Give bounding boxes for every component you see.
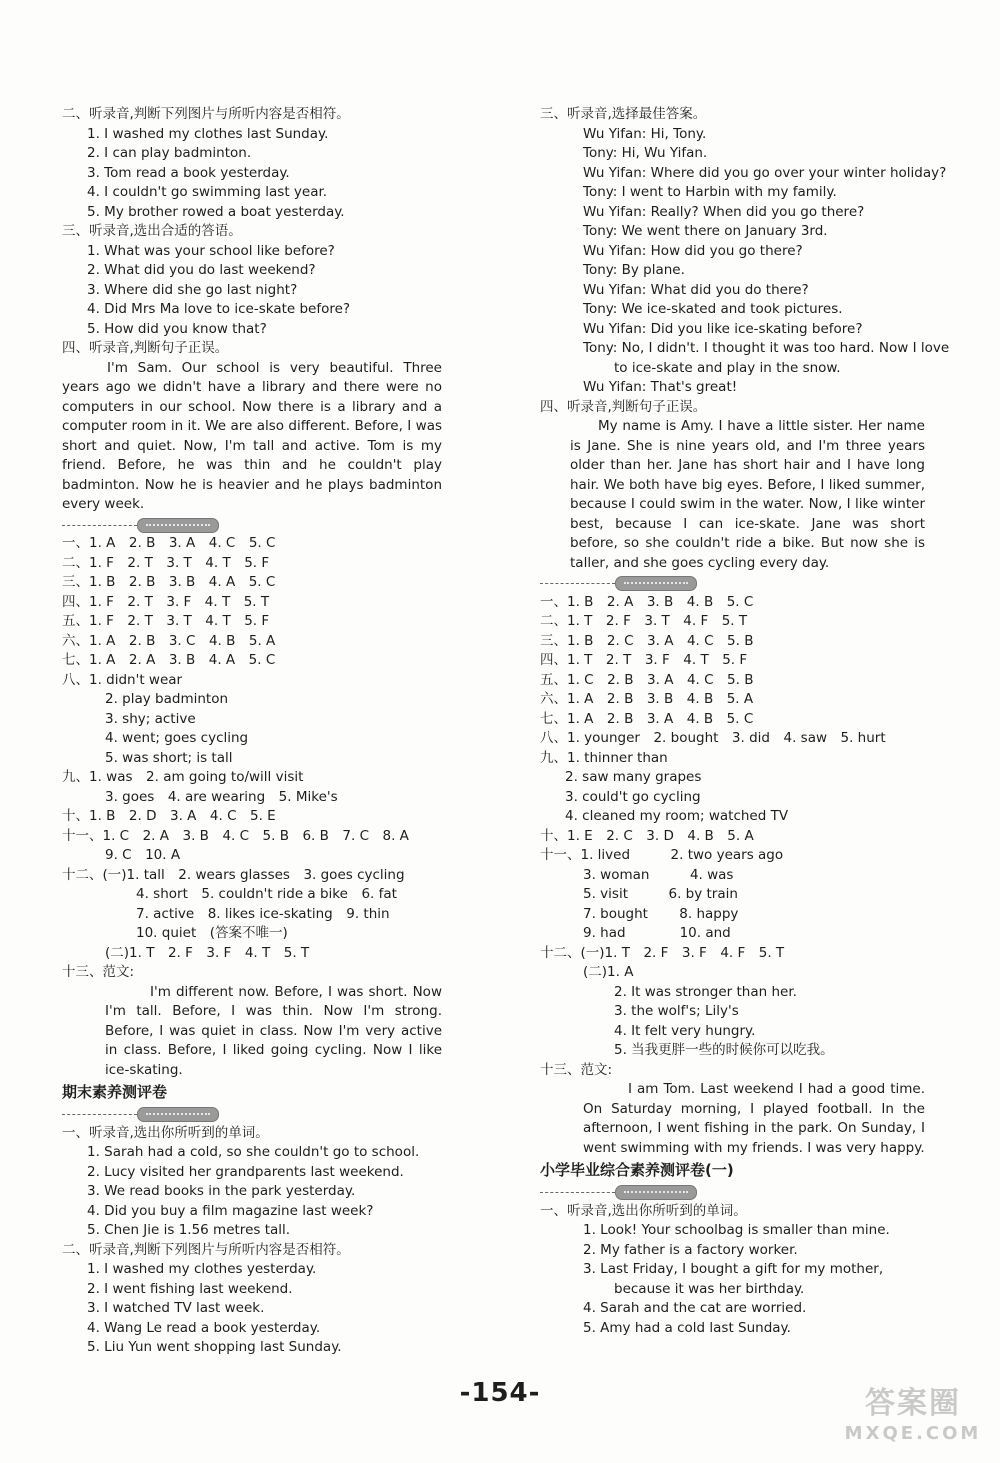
text-line: Tony: We ice-skated and took pictures. (583, 301, 843, 317)
text-line: 1. What was your school like before? (87, 242, 335, 259)
divider-rule (62, 525, 137, 526)
text-line: to ice-skate and play in the snow. (614, 359, 841, 376)
text-line: because it was her birthday. (614, 1280, 805, 1297)
answer-key-badge (615, 576, 697, 591)
text-line: 5. visit 6. by train (583, 886, 738, 902)
listening-passage: I'm Sam. Our school is very beautiful. Three years ago we didn't have a library and there were no computers in our school. Now there is a library and a computer room in it. We are also different. Before, I was short and quiet. Now, I'm tall and active. Tom is my friend. Before, he was thin and he couldn't play badminton. Now he is heavier and he plays badminton every week. (62, 359, 442, 512)
text-line: 3. goes 4. are wearing 5. Mike's (105, 788, 338, 805)
text-line: 5. Liu Yun went shopping last Sunday. (87, 1339, 342, 1355)
question-heading: 十二、(一)1. T 2. F 3. F 4. F 5. T (540, 944, 785, 961)
text-line: 3. Where did she go last night? (87, 281, 298, 298)
text-line: Wu Yifan: Where did you go over your winter holiday? (583, 164, 947, 181)
text-line: 5. My brother rowed a boat yesterday. (87, 203, 345, 220)
text-line: 2. It was stronger than her. (614, 983, 797, 1000)
question-heading: 八、1. didn't wear (62, 671, 183, 688)
text-line: Wu Yifan: How did you go there? (583, 242, 803, 259)
question-heading: 四、听录音,判断句子正误。 (540, 398, 707, 415)
answer-key-badge (137, 1107, 219, 1122)
text-line: Tony: Hi, Wu Yifan. (583, 145, 708, 161)
question-heading: 一、听录音,选出你所听到的单词。 (62, 1124, 269, 1141)
question-heading: 四、听录音,判断句子正误。 (62, 340, 229, 356)
text-line: 4. Sarah and the cat are worried. (583, 1300, 807, 1316)
question-heading: 三、1. B 2. B 3. B 4. A 5. C (62, 574, 276, 590)
question-heading: 九、1. was 2. am going to/will visit (62, 769, 304, 785)
question-heading: 十三、范文: (540, 1061, 613, 1078)
answer-key-badge (137, 518, 219, 533)
text-line: 3. shy; active (105, 710, 196, 727)
text-line: 2. I can play badminton. (87, 145, 252, 161)
left-column (62, 105, 442, 1358)
text-line: 3. Last Friday, I bought a gift for my mother, (583, 1261, 884, 1277)
question-heading: 四、1. T 2. T 3. F 4. T 5. F (540, 652, 748, 668)
question-heading: 七、1. A 2. B 3. A 4. B 5. C (540, 710, 754, 727)
watermark-text: 答案圈 (865, 1386, 961, 1421)
text-line: 7. bought 8. happy (583, 905, 739, 922)
section-divider (540, 1182, 925, 1202)
text-line: 4. cleaned my room; watched TV (565, 808, 789, 824)
section-title: 期末素养测评卷 (62, 1083, 168, 1101)
text-line: 5. Amy had a cold last Sunday. (583, 1319, 791, 1336)
question-heading: 七、1. A 2. A 3. B 4. A 5. C (62, 652, 276, 668)
text-line: Wu Yifan: Really? When did you go there? (583, 203, 865, 220)
question-heading: 六、1. A 2. B 3. B 4. B 5. A (540, 691, 754, 707)
question-heading: 十一、1. C 2. A 3. B 4. C 5. B 6. B 7. C 8. A (62, 827, 409, 844)
text-line: 3. We read books in the park yesterday. (87, 1183, 356, 1199)
section-divider (62, 1104, 442, 1124)
question-heading: 三、听录音,选出合适的答语。 (62, 223, 242, 239)
text-line: 7. active 8. likes ice-skating 9. thin (136, 905, 390, 922)
question-heading: 五、1. C 2. B 3. A 4. C 5. B (540, 671, 754, 688)
watermark-logo (838, 1385, 988, 1455)
text-line: 2. What did you do last weekend? (87, 262, 316, 278)
question-heading: 四、1. F 2. T 3. F 4. T 5. T (62, 593, 270, 610)
text-line: 1. I washed my clothes yesterday. (87, 1261, 317, 1277)
question-heading: 二、1. F 2. T 3. T 4. T 5. F (62, 554, 270, 571)
question-heading: 十、1. E 2. C 3. D 4. B 5. A (540, 827, 754, 844)
text-line: 1. Sarah had a cold, so she couldn't go to school. (87, 1144, 420, 1160)
question-heading: 八、1. younger 2. bought 3. did 4. saw 5. hurt (540, 730, 886, 746)
text-line: 3. the wolf's; Lily's (614, 1003, 739, 1019)
section-divider (540, 573, 925, 593)
text-line: Tony: We went there on January 3rd. (583, 223, 828, 239)
question-heading: 二、听录音,判断下列图片与所听内容是否相符。 (62, 1241, 350, 1258)
text-line: Wu Yifan: That's great! (583, 379, 738, 395)
text-line: 4. short 5. couldn't ride a bike 6. fat (136, 886, 397, 902)
question-heading: 三、听录音,选择最佳答案。 (540, 106, 707, 122)
text-line: 4. Did you buy a film magazine last week? (87, 1202, 374, 1219)
question-heading: 十、1. B 2. D 3. A 4. C 5. E (62, 808, 276, 824)
text-line: 4. Did Mrs Ma love to ice-skate before? (87, 301, 351, 317)
text-line: 3. Tom read a book yesterday. (87, 164, 290, 181)
watermark-url: MXQE.COM (844, 1423, 982, 1444)
listening-passage: I am Tom. Last weekend I had a good time. On Saturday morning, I played football. In the afternoon, I went fishing in the park. On Sunday, I went swimming with my friends. I was very happy. (583, 1081, 925, 1156)
divider-rule (62, 1114, 137, 1115)
question-heading: 二、1. T 2. F 3. T 4. F 5. T (540, 613, 748, 629)
answer-key-badge (615, 1185, 697, 1200)
listening-passage: I'm different now. Before, I was short. Now I'm tall. Before, I was thin. Now I'm strong. Before, I was quiet in class. Now I'm very active in class. Before, I liked going cycling. Now I like ice-skating. (105, 983, 442, 1078)
text-line: 5. How did you know that? (87, 320, 267, 337)
page-number: -154- (459, 1378, 541, 1408)
question-heading: 一、听录音,选出你所听到的单词。 (540, 1202, 747, 1219)
question-heading: 十一、1. lived 2. two years ago (540, 847, 784, 863)
text-line: 3. woman 4. was (583, 866, 734, 883)
text-line: 1. Look! Your schoolbag is smaller than mine. (583, 1222, 890, 1238)
text-line: Wu Yifan: Hi, Tony. (583, 125, 707, 142)
divider-rule (540, 583, 615, 584)
text-line: 2. My father is a factory worker. (583, 1241, 798, 1258)
text-line: 4. Wang Le read a book yesterday. (87, 1319, 321, 1336)
text-line: 9. C 10. A (105, 847, 181, 863)
question-heading: 九、1. thinner than (540, 749, 668, 766)
text-line: 5. 当我更胖一些的时候你可以吃我。 (614, 1042, 834, 1058)
text-line: Wu Yifan: Did you like ice-skating before? (583, 320, 863, 337)
text-line: 2. Lucy visited her grandparents last weekend. (87, 1163, 404, 1180)
question-heading: 十三、范文: (62, 964, 135, 980)
question-heading: 一、1. B 2. A 3. B 4. B 5. C (540, 593, 754, 610)
listening-passage: My name is Amy. I have a little sister. Her name is Jane. She is nine years old, and I'm three years older than her. Jane has short hair and I have long hair. We both have big eyes. Before, I liked summer, because I could swim in the water. Now, I like winter best, because I can ice-skate. Jane was short before, so she couldn't ride a bike. But now she is taller, and she goes cycling every day. (570, 418, 925, 571)
text-line: 2. play badminton (105, 691, 229, 707)
right-column (540, 105, 950, 1338)
text-line: 2. saw many grapes (565, 769, 702, 785)
text-line: Tony: By plane. (583, 262, 685, 278)
text-line: 3. I watched TV last week. (87, 1300, 265, 1316)
question-heading: 六、1. A 2. B 3. C 4. B 5. A (62, 632, 276, 649)
text-line: 4. It felt very hungry. (614, 1022, 756, 1039)
text-line: 4. I couldn't go swimming last year. (87, 184, 328, 200)
text-line: 4. went; goes cycling (105, 730, 249, 746)
question-heading: 三、1. B 2. C 3. A 4. C 5. B (540, 632, 754, 649)
question-heading: 十二、(一)1. tall 2. wears glasses 3. goes cycling (62, 866, 405, 883)
divider-rule (540, 1192, 615, 1193)
text-line: 5. was short; is tall (105, 749, 233, 766)
text-line: Wu Yifan: What did you do there? (583, 281, 809, 298)
text-line: 3. could't go cycling (565, 788, 701, 805)
question-heading: 二、听录音,判断下列图片与所听内容是否相符。 (62, 106, 350, 122)
text-line: (二)1. A (583, 964, 634, 980)
text-line: 10. quiet (答案不唯一) (136, 925, 288, 941)
text-line: 2. I went fishing last weekend. (87, 1280, 293, 1297)
text-line: 9. had 10. and (583, 925, 731, 941)
question-heading: 一、1. A 2. B 3. A 4. C 5. C (62, 535, 276, 551)
question-heading: 五、1. F 2. T 3. T 4. T 5. F (62, 613, 270, 629)
text-line: 1. I washed my clothes last Sunday. (87, 125, 329, 142)
section-divider (62, 515, 442, 535)
text-line: (二)1. T 2. F 3. F 4. T 5. T (105, 944, 310, 961)
text-line: Tony: No, I didn't. I thought it was too hard. Now I love (583, 340, 950, 356)
text-line: Tony: I went to Harbin with my family. (583, 184, 837, 200)
text-line: 5. Chen Jie is 1.56 metres tall. (87, 1222, 291, 1238)
section-title: 小学毕业综合素养测评卷(一) (540, 1161, 734, 1179)
